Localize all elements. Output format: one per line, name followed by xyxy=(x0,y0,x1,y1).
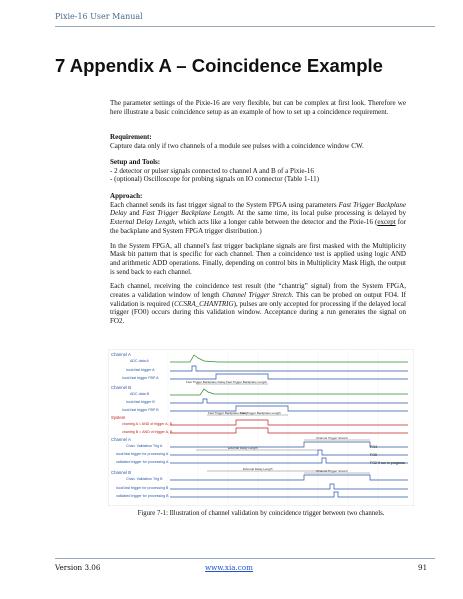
annotation-ftbl2: Fast Trigger Backplane Length xyxy=(240,411,281,415)
figure-caption: Figure 7-1: Illustration of channel validation by coincidence trigger between two channels. xyxy=(137,510,385,517)
timing-diagram xyxy=(108,349,414,506)
annotation-ftbd2: Fast Trigger Backplane Delay xyxy=(208,411,248,415)
output-label-fo4: FO4 xyxy=(370,445,377,449)
header-rule xyxy=(55,26,435,27)
setup-section xyxy=(110,158,406,184)
signal-label-lftf-a: local fast trigger FBP A xyxy=(122,376,159,380)
requirement-heading: Requirement: xyxy=(110,133,152,141)
section-label-system: System xyxy=(111,415,126,420)
footer-version: Version 3.06 xyxy=(55,563,101,572)
signal-label-lftf-b: local fast trigger FBP B xyxy=(122,408,159,412)
setup-heading: Setup and Tools: xyxy=(110,158,161,166)
footer-link[interactable]: www.xia.com xyxy=(205,563,253,572)
setup-item: - (optional) Oscilloscope for probing signals on IO connector (Table 1-11) xyxy=(110,175,320,184)
signal-label-ltp-b: local fast trigger for processing B xyxy=(116,486,169,490)
annotation-edl-b: External Delay Length xyxy=(243,467,273,471)
signal-label-chantrig-a: chantrig A = AND of trigger A, B xyxy=(122,422,173,426)
signal-label-adc-a: ADC data A xyxy=(130,359,149,363)
annotation-cts-b: Channel Trigger Stretch xyxy=(316,469,348,473)
annotation-ftbl: Fast Trigger Backplane Length xyxy=(226,380,267,384)
body-intro xyxy=(110,99,406,122)
signal-label-cv-a: Chan. Validation Trig A xyxy=(126,444,163,448)
approach-section xyxy=(110,192,406,332)
approach-heading: Approach: xyxy=(110,192,143,200)
signal-label-lft-b: local fast trigger B xyxy=(126,400,155,404)
approach-paragraph-2: In the System FPGA, all channel's fast trigger backplane signals are first masked with the Multiplicity Mask bit pattern that is specific for each channel. Then a coincidence test is applied using logic AND and arithmetic ADD operations. Finally, depending on control bits in Multiplicity Mask High, the output is send back to each channel. xyxy=(110,241,406,276)
running-header: Pixie-16 User Manual xyxy=(55,12,143,21)
footer-page-number: 91 xyxy=(418,563,428,572)
approach-paragraph-1: Each channel sends its fast trigger signal to the System FPGA using parameters Fast Trigger Backplane Delay and Fast Trigger Backplane Length. At the same time, its local pulse processing is delayed by External Delay Length, which acts like a longer cable between the detector and the Pixie-16 (except for the backplane and System FPGA trigger distribution.) xyxy=(110,200,406,235)
signal-label-chantrig-b: chantrig B = AND of trigger A, B xyxy=(122,430,173,434)
requirement-section xyxy=(110,133,406,156)
signal-label-ltp-a: local fast trigger for processing A xyxy=(116,452,169,456)
section-label-validation-a: Channel A xyxy=(111,437,131,442)
signal-label-cv-b: Chan. Validation Trig B xyxy=(126,477,163,481)
annotation-cts-a: Channel Trigger Stretch xyxy=(316,436,348,440)
output-label-fo2: FO2 if run in progress xyxy=(370,461,405,465)
approach-paragraph-3: Each channel, receiving the coincidence test result (the “chantrig” signal) from the System FPGA, creates a validation window of length Channel Trigger Stretch. This can be probed on output FO4. If validation is required (CCSRA_CHANTRIG), pulses are only accepted for processing if the delayed local trigger (FO0) occurs during this validation window. Acceptance during a run generates the signal on FO2. xyxy=(110,282,406,326)
footer-rule xyxy=(55,558,435,559)
requirement-text: Capture data only if two channels of a module see pulses with a coincidence window CW. xyxy=(110,141,364,150)
section-label-channel-b: Channel B xyxy=(111,385,132,390)
intro-paragraph: The parameter settings of the Pixie-16 are very flexible, but can be complex at first look. Therefore we here illustrate a basic coincidence setup as an example of how to set up a coincidence requirement. xyxy=(110,99,406,116)
signal-label-vt-a: validated trigger for processing A xyxy=(116,460,169,464)
annotation-ftbd: Fast Trigger Backplane Delay xyxy=(186,380,226,384)
annotation-edl-a: External Delay Length xyxy=(228,446,258,450)
signal-label-vt-b: validated trigger for processing B xyxy=(116,494,169,498)
signal-label-lft-a: local fast trigger A xyxy=(126,368,155,372)
section-label-validation-b: Channel B xyxy=(111,470,132,475)
section-label-channel-a: Channel A xyxy=(111,352,131,357)
setup-item: - 2 detector or pulser signals connected to channel A and B of a Pixie-16 xyxy=(110,166,314,175)
output-label-fo0: FO0 xyxy=(370,453,377,457)
signal-label-adc-b: ADC data B xyxy=(130,392,149,396)
page-title: 7 Appendix A – Coincidence Example xyxy=(55,55,383,76)
